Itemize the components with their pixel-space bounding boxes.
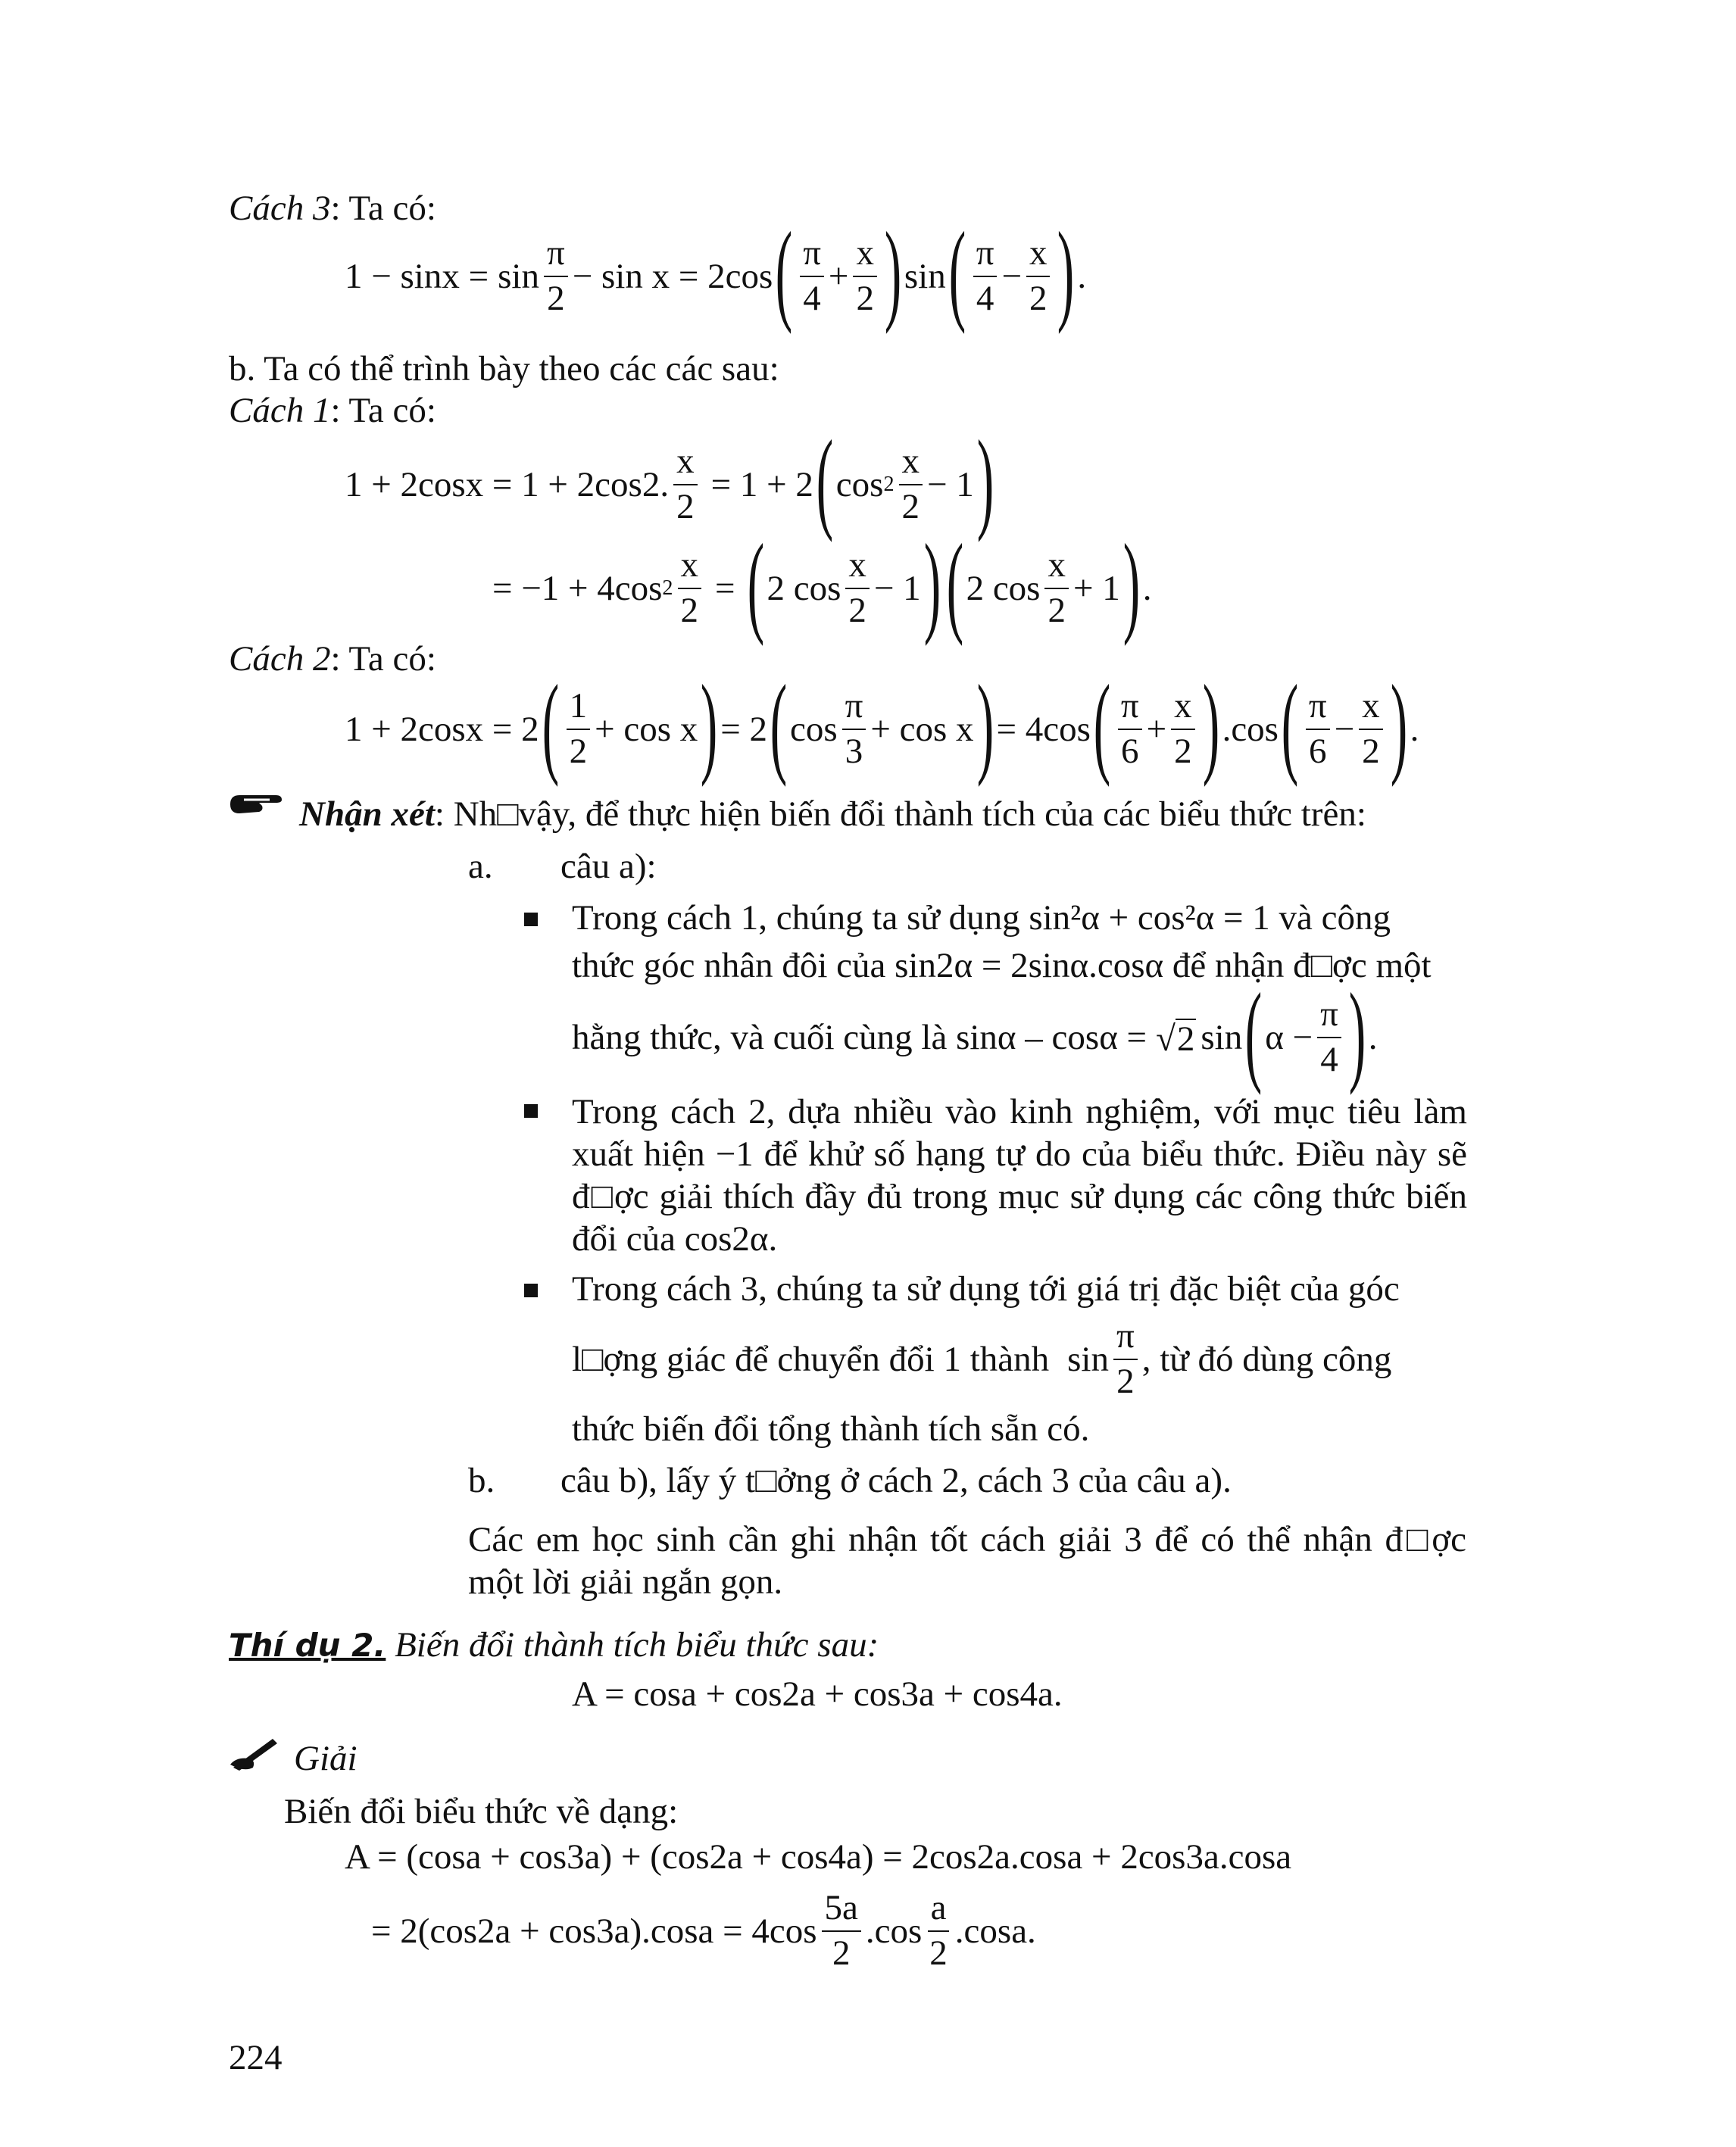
minus-sign: − <box>1334 709 1355 749</box>
left-paren: ( <box>542 662 559 788</box>
fraction-denominator: 2 <box>856 279 874 318</box>
fraction-numerator: π <box>842 687 866 730</box>
remark-text: : Nh□vậy, để thực hiện biến đổi thành tích của các biểu thức trên: <box>434 794 1366 834</box>
sqrt-sign: √ 2 <box>1156 1019 1195 1059</box>
cach3-equation <box>345 209 1087 335</box>
example2-task: Biến đổi thành tích biểu thức sau: <box>386 1625 879 1665</box>
fraction-numerator: 5a <box>822 1889 861 1932</box>
eq-text: = 2(cos2a + cos3a).cosa = 4cos <box>371 1911 817 1951</box>
left-paren: ( <box>770 662 788 788</box>
remark-a-text: câu a): <box>560 847 657 886</box>
example2-heading-line <box>229 1624 879 1665</box>
bullet-marker <box>524 913 538 926</box>
cach3-label: Cách 3 <box>229 189 331 228</box>
fraction <box>800 234 824 318</box>
eq-text: , từ đó dùng công <box>1141 1339 1392 1379</box>
fraction-numerator: 1 <box>567 687 591 730</box>
right-paren: ) <box>1202 662 1219 788</box>
left-paren: ( <box>1093 662 1111 788</box>
fraction-numerator: x <box>1171 687 1195 730</box>
remark-b-text: câu b), lấy ý t□ởng ở cách 2, cách 3 của câu a). <box>560 1461 1232 1500</box>
fraction-denominator: 2 <box>1116 1362 1135 1401</box>
bullet3-line1: Trong cách 3, chúng ta sử dụng tới giá trị đặc biệt của góc <box>572 1269 1400 1309</box>
right-paren: ) <box>1390 662 1407 788</box>
fraction-numerator: π <box>1306 687 1330 730</box>
plus-sign: + <box>1146 709 1167 749</box>
part-b-intro: b. Ta có thể trình bày theo các các sau: <box>229 349 779 389</box>
fraction-numerator: x <box>673 442 698 485</box>
fraction-denominator: 6 <box>1309 732 1327 771</box>
bullet-marker <box>524 1284 538 1297</box>
fraction-denominator: 2 <box>832 1933 851 1973</box>
fraction <box>1026 234 1051 318</box>
eq-text: = 2 <box>720 709 768 749</box>
bullet3-line2 <box>572 1318 1391 1401</box>
fraction-denominator: 2 <box>1362 732 1380 771</box>
eq-text: 2 cos <box>966 568 1041 608</box>
cos-text: cos <box>835 464 884 504</box>
fraction-numerator: x <box>845 546 870 589</box>
fraction <box>845 546 870 630</box>
cos-text: cos <box>789 709 838 749</box>
fraction-numerator: π <box>544 234 568 277</box>
eq-text: + cos x <box>870 709 974 749</box>
cach1-after: : Ta có: <box>330 391 436 430</box>
sin-text: sin <box>1201 1017 1243 1057</box>
fraction-numerator: x <box>853 234 877 277</box>
right-paren: ) <box>1348 970 1366 1096</box>
fraction <box>1044 546 1069 630</box>
fraction-numerator: π <box>1118 687 1142 730</box>
sin-text: sin <box>904 256 946 296</box>
period: . <box>1142 568 1152 608</box>
period: . <box>1410 709 1419 749</box>
fraction <box>544 234 568 318</box>
eq-text: − 1 <box>873 568 921 608</box>
right-paren: ) <box>976 417 994 543</box>
cach3-after: : Ta có: <box>330 189 436 228</box>
eq-text: 1 + 2cosx = 1 + 2cos2. <box>345 464 670 504</box>
fraction-numerator: x <box>1044 546 1069 589</box>
eq-text: + cos x <box>595 709 698 749</box>
fraction-denominator: 2 <box>901 487 920 526</box>
fraction-denominator: 2 <box>848 591 866 630</box>
solution-label: Giải <box>294 1739 358 1778</box>
fraction-numerator: x <box>1359 687 1383 730</box>
remark-closing: Các em học sinh cần ghi nhận tốt cách giải 3 để có thể nhận đ□ợc một lời giải ngắn gọn. <box>468 1520 1466 1602</box>
fraction <box>673 442 698 526</box>
eq-mid: − sin x = 2cos <box>572 256 773 296</box>
eq-text: = 1 + 2 <box>710 464 813 504</box>
cach2-line <box>345 662 1419 788</box>
fraction <box>567 687 591 771</box>
sin-text: sin <box>1067 1339 1109 1379</box>
example2-heading: Thí dụ 2. <box>229 1627 386 1664</box>
fraction <box>1359 687 1383 771</box>
fraction <box>1118 687 1142 771</box>
fraction-numerator: π <box>1317 995 1341 1038</box>
cach1-line2: = −1 + 4cos 2 $\frac{x}{2}$ = ( 2 cos $\frac{x}{2}$ − 1 ) ( 2 cos $\frac{x}{2}$ + 1 ) . <box>492 521 1152 647</box>
period: . <box>1077 256 1087 296</box>
right-paren: ) <box>923 521 941 647</box>
fraction-numerator: π <box>1113 1317 1138 1360</box>
solution-line1: A = (cosa + cos3a) + (cos2a + cos4a) = 2cos2a.cosa + 2cos3a.cosa <box>345 1837 1292 1877</box>
left-paren: ( <box>816 417 834 543</box>
cach2-after: : Ta có: <box>330 639 436 679</box>
right-paren: ) <box>1057 209 1075 335</box>
fraction-denominator: 4 <box>803 279 821 318</box>
eq-text: 1 + 2cosx = 2 <box>345 709 539 749</box>
solution-intro: Biến đổi biểu thức về dạng: <box>284 1792 679 1831</box>
fraction-numerator: π <box>800 234 824 277</box>
bullet1-line1: Trong cách 1, chúng ta sử dụng sin²α + cos²α = 1 và công <box>572 898 1391 938</box>
fraction-numerator: x <box>678 546 702 589</box>
eq-text: 2 cos <box>767 568 841 608</box>
cach2-label: Cách 2 <box>229 639 331 679</box>
fraction-denominator: 2 <box>929 1933 948 1973</box>
fraction <box>842 687 866 771</box>
fraction <box>973 234 998 318</box>
bullet3-line3: thức biến đổi tổng thành tích sẵn có. <box>572 1409 1090 1449</box>
left-paren: ( <box>948 209 966 335</box>
minus-sign: − <box>1001 256 1022 296</box>
fraction <box>1113 1317 1138 1401</box>
fraction <box>1317 995 1341 1079</box>
bullet-marker <box>524 1104 538 1118</box>
solution-line2 <box>371 1890 1036 1973</box>
remark-title: Nhận xét <box>299 794 435 834</box>
period: . <box>1368 1017 1378 1057</box>
left-paren: ( <box>747 521 764 647</box>
fraction <box>926 1889 951 1973</box>
fraction <box>853 234 877 318</box>
right-paren: ) <box>884 209 902 335</box>
cach1-heading <box>229 390 436 431</box>
left-paren: ( <box>775 209 793 335</box>
fraction-numerator: π <box>973 234 998 277</box>
fraction-denominator: 2 <box>547 279 565 318</box>
fraction <box>678 546 702 630</box>
fraction-denominator: 2 <box>680 591 699 630</box>
fraction-denominator: 3 <box>845 732 863 771</box>
eq-text: .cos <box>865 1911 923 1951</box>
eq-text: = <box>715 568 735 608</box>
fraction-denominator: 2 <box>1029 279 1048 318</box>
writing-hand-icon <box>229 1734 280 1781</box>
remark-a-label: a. <box>468 847 493 886</box>
fraction <box>822 1889 861 1973</box>
bullet1-line2: thức góc nhân đôi của sin2α = 2sinα.cosα để nhận đ□ợc một <box>572 946 1432 985</box>
fraction-denominator: 2 <box>1174 732 1192 771</box>
cach3-heading <box>229 188 436 229</box>
fraction-denominator: 4 <box>1320 1040 1338 1079</box>
fraction-numerator: x <box>1026 234 1051 277</box>
left-paren: ( <box>946 521 963 647</box>
right-paren: ) <box>701 662 718 788</box>
eq-text: α − <box>1265 1017 1313 1057</box>
sin-text: sin <box>498 256 539 296</box>
eq-text: .cosa. <box>954 1911 1036 1951</box>
eq-text: hằng thức, và cuối cùng là sinα – cosα = <box>572 1017 1147 1057</box>
fraction-numerator: x <box>899 442 923 485</box>
fraction-denominator: 2 <box>569 732 588 771</box>
eq-text: = 4cos <box>996 709 1091 749</box>
left-paren: ( <box>1244 970 1263 1096</box>
pointing-hand-icon <box>229 788 283 829</box>
fraction <box>1171 687 1195 771</box>
right-paren: ) <box>1122 521 1140 647</box>
fraction <box>1306 687 1330 771</box>
plus-sign: + <box>828 256 849 296</box>
bullet2-text: Trong cách 2, dựa nhiều vào kinh nghiệm, với mục tiêu làm xuất hiện −1 để khử số hạng tự do của biểu thức. Điều này sẽ đ□ợc giải thích đầy đủ trong mục sử dụng các công thức biến đổi của cos2α. <box>572 1092 1467 1259</box>
eq-text: .cos <box>1222 709 1279 749</box>
bullet1-line3 <box>572 970 1378 1096</box>
fraction-denominator: 2 <box>1048 591 1066 630</box>
remark-line <box>299 794 1366 835</box>
cach1-label: Cách 1 <box>229 391 331 430</box>
cach1-line1: 1 + 2cosx = 1 + 2cos2. $\frac{x}{2}$ = 1 + 2 ( cos 2 $\frac{x}{2}$ − 1 ) <box>345 417 994 543</box>
example2-formula: A = cosa + cos2a + cos3a + cos4a. <box>572 1674 1063 1714</box>
right-paren: ) <box>976 662 994 788</box>
fraction-denominator: 6 <box>1120 732 1139 771</box>
fraction-numerator: a <box>928 1889 950 1932</box>
cach2-heading <box>229 638 436 679</box>
fraction-denominator: 2 <box>676 487 695 526</box>
eq-text: l□ợng giác để chuyển đổi 1 thành <box>572 1339 1050 1379</box>
eq-text: = −1 + 4cos <box>492 568 663 608</box>
page-number: 224 <box>229 2038 283 2077</box>
sqrt-radicand: 2 <box>1176 1019 1195 1059</box>
remark-b-label: b. <box>468 1461 495 1500</box>
eq-lhs: 1 − sinx = <box>345 256 489 296</box>
eq-text: + 1 <box>1073 568 1120 608</box>
left-paren: ( <box>1281 662 1299 788</box>
eq-text: − 1 <box>927 464 974 504</box>
fraction <box>899 442 923 526</box>
fraction-denominator: 4 <box>976 279 994 318</box>
